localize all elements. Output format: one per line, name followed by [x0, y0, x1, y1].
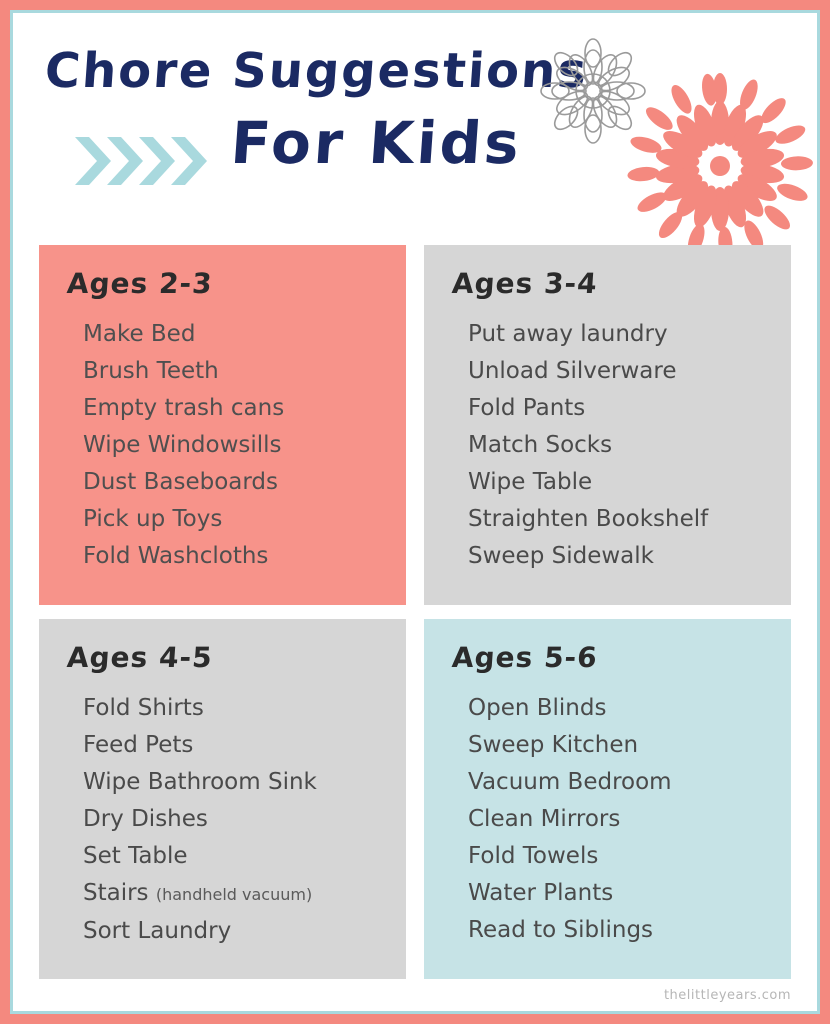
chore-list-ages-4-5: [57, 690, 388, 950]
list-item: [83, 353, 388, 390]
list-item: [83, 727, 388, 764]
list-item: [468, 427, 773, 464]
list-item: [468, 538, 773, 575]
chore-text: Fold Pants: [468, 395, 586, 421]
list-item: [468, 875, 773, 912]
list-item: [468, 390, 773, 427]
coral-burst-icon: [625, 71, 815, 261]
chore-text: Unload Silverware: [468, 358, 677, 384]
list-item: [83, 690, 388, 727]
chore-text: Dust Baseboards: [83, 469, 279, 495]
list-item: [468, 690, 773, 727]
chore-text: Fold Shirts: [83, 695, 204, 721]
chore-text: Sweep Sidewalk: [468, 543, 654, 569]
page-title-line2: For Kids: [228, 109, 525, 177]
list-item: [83, 913, 388, 950]
panel-title-ages-4-5: Ages 4-5: [65, 641, 214, 674]
list-item: [83, 390, 388, 427]
panel-title-ages-2-3: Ages 2-3: [65, 267, 214, 300]
panel-title-ages-5-6: Ages 5-6: [450, 641, 599, 674]
chore-text: Dry Dishes: [83, 806, 208, 832]
list-item: [83, 427, 388, 464]
list-item: [83, 316, 388, 353]
list-item: [468, 764, 773, 801]
chore-text: Make Bed: [83, 321, 196, 347]
list-item: [468, 912, 773, 949]
chore-text: Wipe Bathroom Sink: [83, 769, 317, 795]
chore-text: Sort Laundry: [83, 918, 232, 944]
list-item: [83, 764, 388, 801]
chore-text: Fold Washcloths: [83, 543, 269, 569]
poster-header: [13, 13, 817, 245]
chore-list-ages-5-6: [442, 690, 773, 949]
list-item: [468, 353, 773, 390]
list-item: [83, 464, 388, 501]
chore-text: Stairs: [83, 880, 149, 906]
chore-panels-grid: [13, 245, 817, 979]
chore-text: Wipe Table: [468, 469, 593, 495]
list-item: [83, 538, 388, 575]
list-item: [468, 464, 773, 501]
panel-ages-2-3: [39, 245, 406, 605]
chore-note: (handheld vacuum): [155, 885, 313, 904]
chore-text: Vacuum Bedroom: [468, 769, 672, 795]
chore-text: Read to Siblings: [468, 917, 654, 943]
chore-text: Empty trash cans: [83, 395, 285, 421]
chevron-right-icon: [75, 133, 215, 189]
chore-text: Put away laundry: [468, 321, 668, 347]
list-item: [83, 875, 388, 913]
chore-text: Water Plants: [468, 880, 614, 906]
chore-list-ages-3-4: [442, 316, 773, 575]
chore-text: Brush Teeth: [83, 358, 219, 384]
panel-ages-5-6: [424, 619, 791, 979]
page-title-line1: Chore Suggestions: [43, 43, 590, 99]
list-item: [468, 316, 773, 353]
chore-text: Feed Pets: [83, 732, 194, 758]
list-item: [468, 727, 773, 764]
chore-text: Wipe Windowsills: [83, 432, 282, 458]
list-item: [83, 501, 388, 538]
chore-text: Sweep Kitchen: [468, 732, 639, 758]
chore-text: Set Table: [83, 843, 188, 869]
panel-ages-4-5: [39, 619, 406, 979]
chore-text: Pick up Toys: [83, 506, 223, 532]
chore-text: Match Socks: [468, 432, 613, 458]
list-item: [468, 838, 773, 875]
list-item: [468, 801, 773, 838]
chore-text: Straighten Bookshelf: [468, 506, 709, 532]
chore-text: Fold Towels: [468, 843, 599, 869]
panel-title-ages-3-4: Ages 3-4: [450, 267, 599, 300]
list-item: [83, 801, 388, 838]
chore-list-ages-2-3: [57, 316, 388, 575]
panel-ages-3-4: [424, 245, 791, 605]
list-item: [468, 501, 773, 538]
chore-text: Open Blinds: [468, 695, 607, 721]
chore-text: Clean Mirrors: [468, 806, 621, 832]
list-item: [83, 838, 388, 875]
poster-inner-frame: [10, 10, 820, 1014]
site-credit: thelittleyears.com: [663, 988, 791, 1003]
